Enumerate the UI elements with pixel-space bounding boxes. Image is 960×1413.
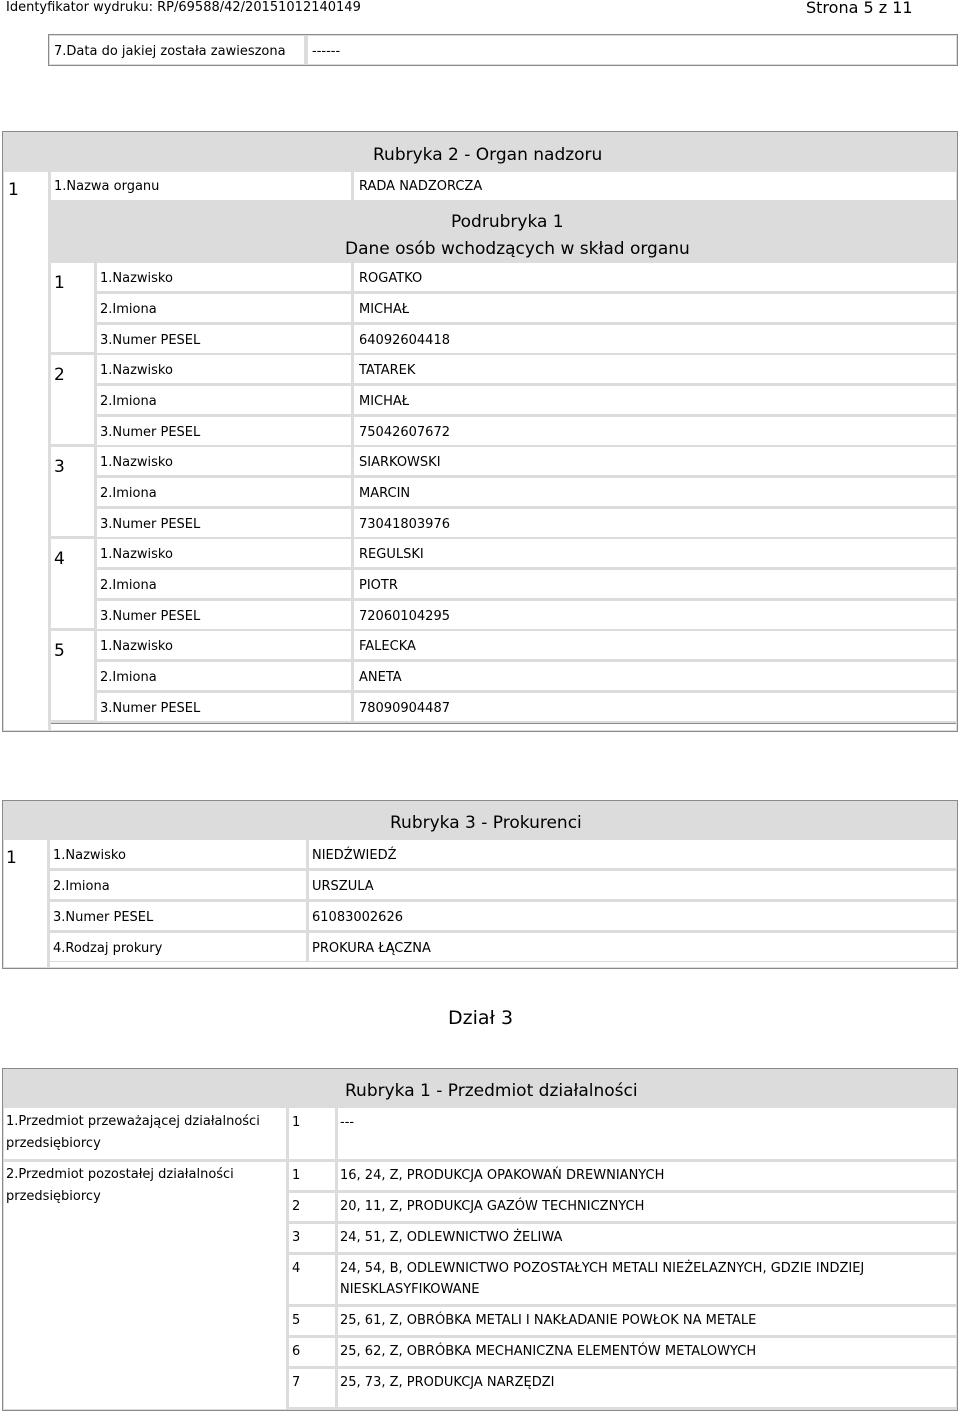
person-field-value: ANETA: [359, 670, 402, 685]
person-field-label: 2.Imiona: [100, 394, 157, 409]
person-field-label: 3.Numer PESEL: [100, 517, 201, 532]
person-field-value: FALECKA: [359, 639, 416, 654]
person-number: 5: [54, 641, 65, 661]
prokurent-field-value: NIEDŹWIEDŹ: [312, 848, 397, 863]
activity-number: 5: [292, 1313, 301, 1328]
person-field-label: 3.Numer PESEL: [100, 425, 201, 440]
person-field-label: 1.Nazwisko: [100, 363, 173, 378]
prokurent-field-label: 2.Imiona: [53, 879, 110, 894]
podrubryka-title: Podrubryka 1: [451, 212, 564, 232]
person-field-value: MICHAŁ: [359, 394, 410, 409]
rubryka-2-index: 1: [8, 180, 19, 200]
main-activity-label-2: przedsiębiorcy: [6, 1136, 101, 1151]
person-field-label: 1.Nazwisko: [100, 271, 173, 286]
activity-text: 16, 24, Z, PRODUKCJA OPAKOWAŃ DREWNIANYCH: [340, 1168, 665, 1183]
activity-number: 1: [292, 1168, 301, 1183]
activity-text: 24, 54, B, ODLEWNICTWO POZOSTAŁYCH METALI NIEŻELAZNYCH, GDZIE INDZIEJ: [340, 1261, 865, 1276]
person-number: 2: [54, 365, 65, 385]
dzial-3-rubryka-1-title: Rubryka 1 - Przedmiot działalności: [345, 1081, 638, 1101]
print-identifier: Identyfikator wydruku: RP/69588/42/20151012140149: [6, 0, 361, 15]
person-field-label: 2.Imiona: [100, 578, 157, 593]
prokurent-field-value: PROKURA ŁĄCZNA: [312, 941, 431, 956]
activity-text-continued: NIESKLASYFIKOWANE: [340, 1282, 480, 1297]
activity-number: 4: [292, 1261, 301, 1276]
activity-number: 6: [292, 1344, 301, 1359]
prokurent-field-label: 1.Nazwisko: [53, 848, 126, 863]
person-field-label: 3.Numer PESEL: [100, 609, 201, 624]
person-field-value: TATAREK: [359, 363, 416, 378]
prokurent-field-label: 4.Rodzaj prokury: [53, 941, 163, 956]
activity-number: 3: [292, 1230, 301, 1245]
suspension-date-value: ------: [312, 44, 341, 59]
person-field-value: REGULSKI: [359, 547, 424, 562]
person-field-label: 2.Imiona: [100, 670, 157, 685]
person-field-label: 3.Numer PESEL: [100, 333, 201, 348]
person-field-value: PIOTR: [359, 578, 398, 593]
person-field-label: 1.Nazwisko: [100, 547, 173, 562]
person-number: 1: [54, 273, 65, 293]
suspension-date-label: 7.Data do jakiej została zawieszona: [54, 44, 286, 59]
person-field-value: 75042607672: [359, 425, 450, 440]
other-activity-label-2: przedsiębiorcy: [6, 1189, 101, 1204]
person-field-label: 1.Nazwisko: [100, 639, 173, 654]
person-field-label: 2.Imiona: [100, 302, 157, 317]
person-field-value: MICHAŁ: [359, 302, 410, 317]
person-field-value: 78090904487: [359, 701, 450, 716]
rubryka-2-title: Rubryka 2 - Organ nadzoru: [373, 145, 603, 165]
activity-text: 25, 61, Z, OBRÓBKA METALI I NAKŁADANIE POWŁOK NA METALE: [340, 1313, 757, 1328]
other-activity-label: 2.Przedmiot pozostałej działalności: [6, 1167, 234, 1182]
person-field-value: 72060104295: [359, 609, 450, 624]
rubryka-3-index: 1: [6, 848, 17, 868]
organ-name-label: 1.Nazwa organu: [54, 179, 160, 194]
person-field-value: 64092604418: [359, 333, 450, 348]
prokurent-field-value: 61083002626: [312, 910, 403, 925]
person-field-label: 3.Numer PESEL: [100, 701, 201, 716]
activity-text: 20, 11, Z, PRODUKCJA GAZÓW TECHNICZNYCH: [340, 1199, 645, 1214]
page-number: Strona 5 z 11: [806, 0, 913, 17]
person-field-label: 2.Imiona: [100, 486, 157, 501]
prokurent-field-label: 3.Numer PESEL: [53, 910, 154, 925]
organ-name-value: RADA NADZORCZA: [359, 179, 483, 194]
person-field-label: 1.Nazwisko: [100, 455, 173, 470]
rubryka-3-title: Rubryka 3 - Prokurenci: [390, 813, 582, 833]
person-number: 3: [54, 457, 65, 477]
activity-text: 24, 51, Z, ODLEWNICTWO ŻELIWA: [340, 1230, 563, 1245]
podrubryka-subtitle: Dane osób wchodzących w skład organu: [345, 239, 690, 259]
activity-text: 25, 62, Z, OBRÓBKA MECHANICZNA ELEMENTÓW METALOWYCH: [340, 1344, 757, 1359]
main-activity-label: 1.Przedmiot przeważającej działalności: [6, 1114, 260, 1129]
prokurent-field-value: URSZULA: [312, 879, 374, 894]
main-activity-number: 1: [292, 1115, 301, 1130]
person-field-value: ROGATKO: [359, 271, 423, 286]
activity-number: 2: [292, 1199, 301, 1214]
person-field-value: 73041803976: [359, 517, 450, 532]
activity-number: 7: [292, 1375, 301, 1390]
main-activity-value: ---: [340, 1115, 355, 1130]
activity-text: 25, 73, Z, PRODUKCJA NARZĘDZI: [340, 1375, 555, 1390]
person-field-value: SIARKOWSKI: [359, 455, 441, 470]
person-number: 4: [54, 549, 65, 569]
dzial-3-title: Dział 3: [448, 1007, 514, 1029]
person-field-value: MARCIN: [359, 486, 411, 501]
